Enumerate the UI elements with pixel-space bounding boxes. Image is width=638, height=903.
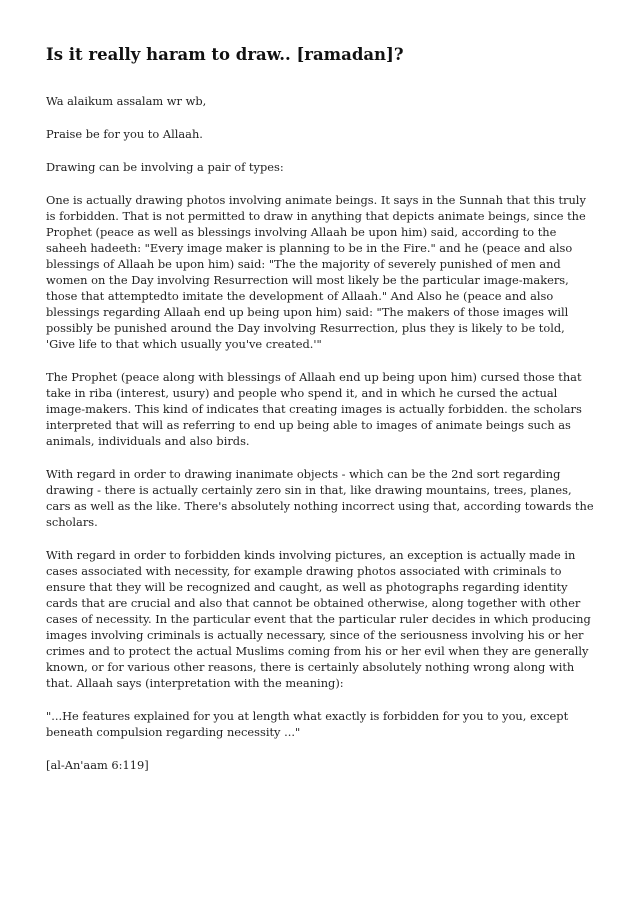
paragraph-citation: [al-An'aam 6:119] bbox=[46, 758, 149, 772]
document-title: Is it really haram to draw.. [ramadan]? bbox=[46, 45, 404, 64]
paragraph-animate-beings: One is actually drawing photos involving animate beings. It says in the Sunnah that this truly is forbidden. That is not permitted to draw in anything that depicts animate beings, since the Prophet (peace as well as blessings involving Allaah be upon him) said, according to the saheeh hadeeth: "Every image maker is planning to be in the Fire." and he (peace and also blessings of Allaah be upon him) said: "The the majority of severely punished of men and women on the Day involving Resurrection will most likely be the particular image-makers, those that attemptedto imitate the development of Allaah." And Also he (peace and also blessings regarding Allaah end up being upon him) said: "The makers of those images will possibly be punished around the Day involving Resurrection, plus they is likely to be told, 'Give life to that which usually you've created.'" bbox=[46, 193, 586, 351]
paragraph-greeting: Wa alaikum assalam wr wb, bbox=[46, 94, 207, 108]
paragraph-praise: Praise be for you to Allaah. bbox=[46, 127, 203, 141]
paragraph-types-intro: Drawing can be involving a pair of types: bbox=[46, 160, 284, 174]
paragraph-inanimate-objects: With regard in order to drawing inanimate objects - which can be the 2nd sort regarding drawing - there is actually certainly zero sin in that, like drawing mountains, trees, planes, cars as well as the like. There's absolutely nothing incorrect using that, according towards the scholars. bbox=[46, 467, 594, 529]
document-body bbox=[46, 93, 594, 773]
paragraph-riba: The Prophet (peace along with blessings of Allaah end up being upon him) cursed those that take in riba (interest, usury) and people who spend it, and in which he cursed the actual image-makers. This kind of indicates that creating images is actually forbidden. the scholars interpreted that will as referring to end up being able to images of animate beings such as animals, individuals and also birds. bbox=[46, 370, 582, 448]
paragraph-quote: "...He features explained for you at length what exactly is forbidden for you to you, except beneath compulsion regarding necessity ..." bbox=[46, 709, 569, 739]
paragraph-necessity: With regard in order to forbidden kinds involving pictures, an exception is actually made in cases associated with necessity, for example drawing photos associated with criminals to ensure that they will be recognized and caught, as well as photographs regarding identity cards that are crucial and also that cannot be obtained otherwise, along together with other cases of necessity. In the particular event that the particular ruler decides in which producing images involving criminals is actually necessary, since of the seriousness involving his or her crimes and to protect the actual Muslims coming from his or her evil when they are generally known, or for various other reasons, there is certainly absolutely nothing wrong along with that. Allaah says (interpretation with the meaning): bbox=[46, 548, 591, 690]
document-page bbox=[46, 44, 594, 773]
